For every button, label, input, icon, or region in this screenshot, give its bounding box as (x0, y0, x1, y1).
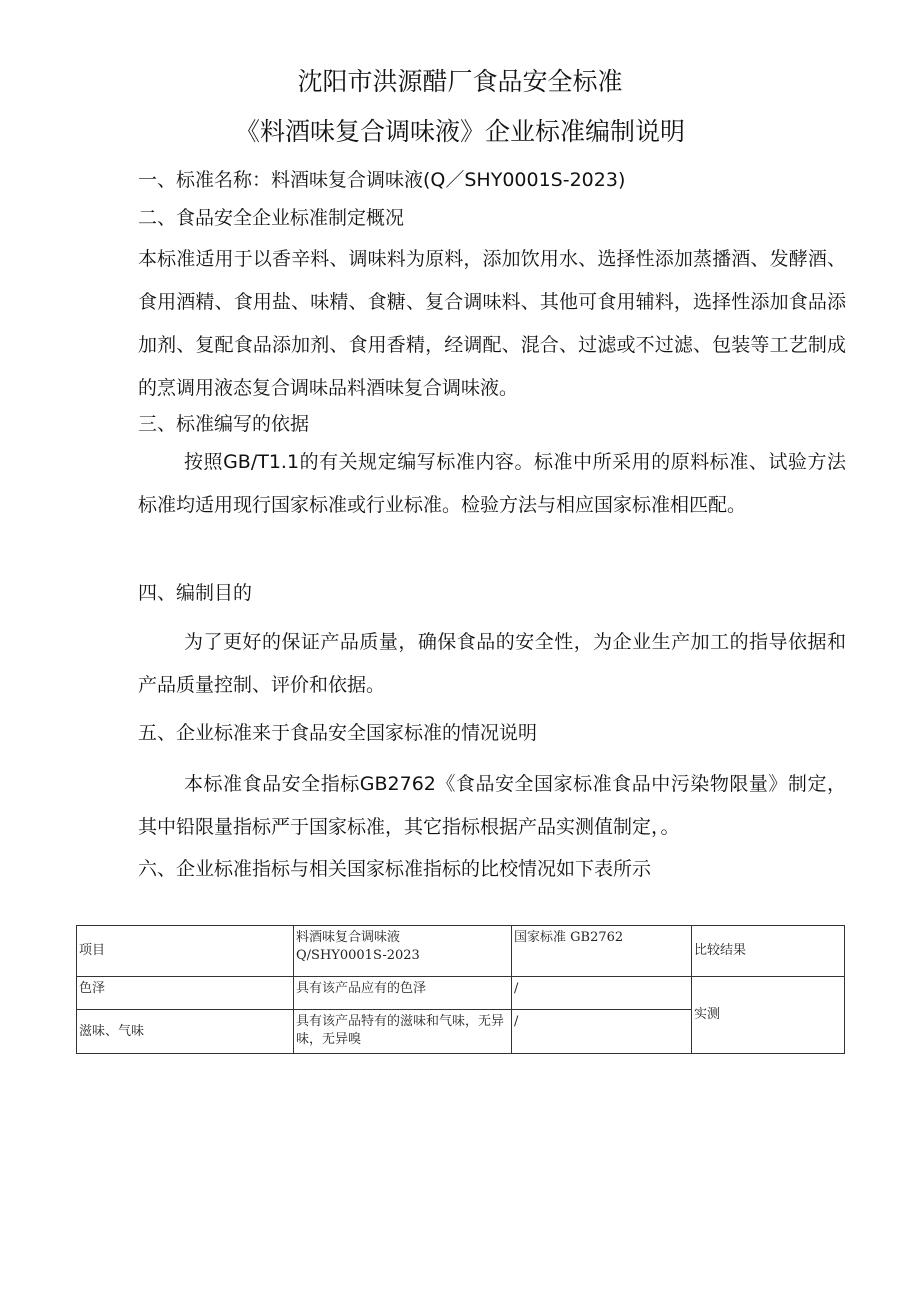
section-4-body: 为了更好的保证产品质量，确保食品的安全性，为企业生产加工的指导依据和产品质量控制、评价和依据。 (138, 631, 846, 696)
section-3-heading: 三、标准编写的依据 (138, 413, 310, 435)
comparison-result-cell: 实测 (692, 977, 845, 1054)
header-comparison-result: 比较结果 (692, 926, 845, 977)
section-1-heading: 一、标准名称：料酒味复合调味液(Q／SHY0001S-2023) (138, 169, 626, 191)
comparison-table (76, 925, 845, 1054)
header-national-standard: 国家标准 GB2762 (512, 926, 692, 977)
header-item: 项目 (77, 926, 294, 977)
section-5-heading: 五、企业标准来于食品安全国家标准的情况说明 (138, 722, 538, 744)
section-2-body: 本标准适用于以香辛料、调味料为原料，添加饮用水、选择性添加蒸播酒、发酵酒、食用酒精、食用盐、味精、食糖、复合调味料、其他可食用辅料，选择性添加食品添加剂、复配食品添加剂、食用香精，经调配、混合、过滤或不过滤、包装等工艺制成的烹调用液态复合调味品料酒味复合调味液。 (138, 248, 846, 399)
header-enterprise-standard: 料酒味复合调味液 Q/SHY0001S-2023 (294, 926, 512, 977)
section-6-heading: 六、企业标准指标与相关国家标准指标的比校情况如下表所示 (138, 858, 652, 880)
row-enterprise-value: 具有该产品应有的色泽 (294, 977, 512, 1010)
row-enterprise-value: 具有该产品特有的滋味和气味，无异味，无异嗅 (294, 1010, 512, 1054)
row-item: 滋味、气味 (77, 1010, 294, 1054)
section-3-body: 按照GB/T1.1的有关规定编写标准内容。标准中所采用的原料标准、试验方法标准均适用现行国家标准或行业标准。检验方法与相应国家标准相匹配。 (138, 451, 846, 516)
row-item: 色泽 (77, 977, 294, 1010)
table-row (77, 977, 845, 1010)
doc-title-line1: 沈阳市洪源醋厂食品安全标准 (297, 67, 623, 96)
section-5-body: 本标准食品安全指标GB2762《食品安全国家标准食品中污染物限量》制定，其中铅限量指标严于国家标准，其它指标根据产品实测值制定，。 (138, 773, 846, 838)
table-header-row (77, 926, 845, 977)
doc-title-line2: 《料酒味复合调味液》企业标准编制说明 (234, 117, 685, 146)
row-national-value: / (512, 1010, 692, 1054)
row-national-value: / (512, 977, 692, 1010)
section-4-heading: 四、编制目的 (138, 582, 253, 604)
section-2-heading: 二、食品安全企业标准制定概况 (138, 207, 405, 229)
